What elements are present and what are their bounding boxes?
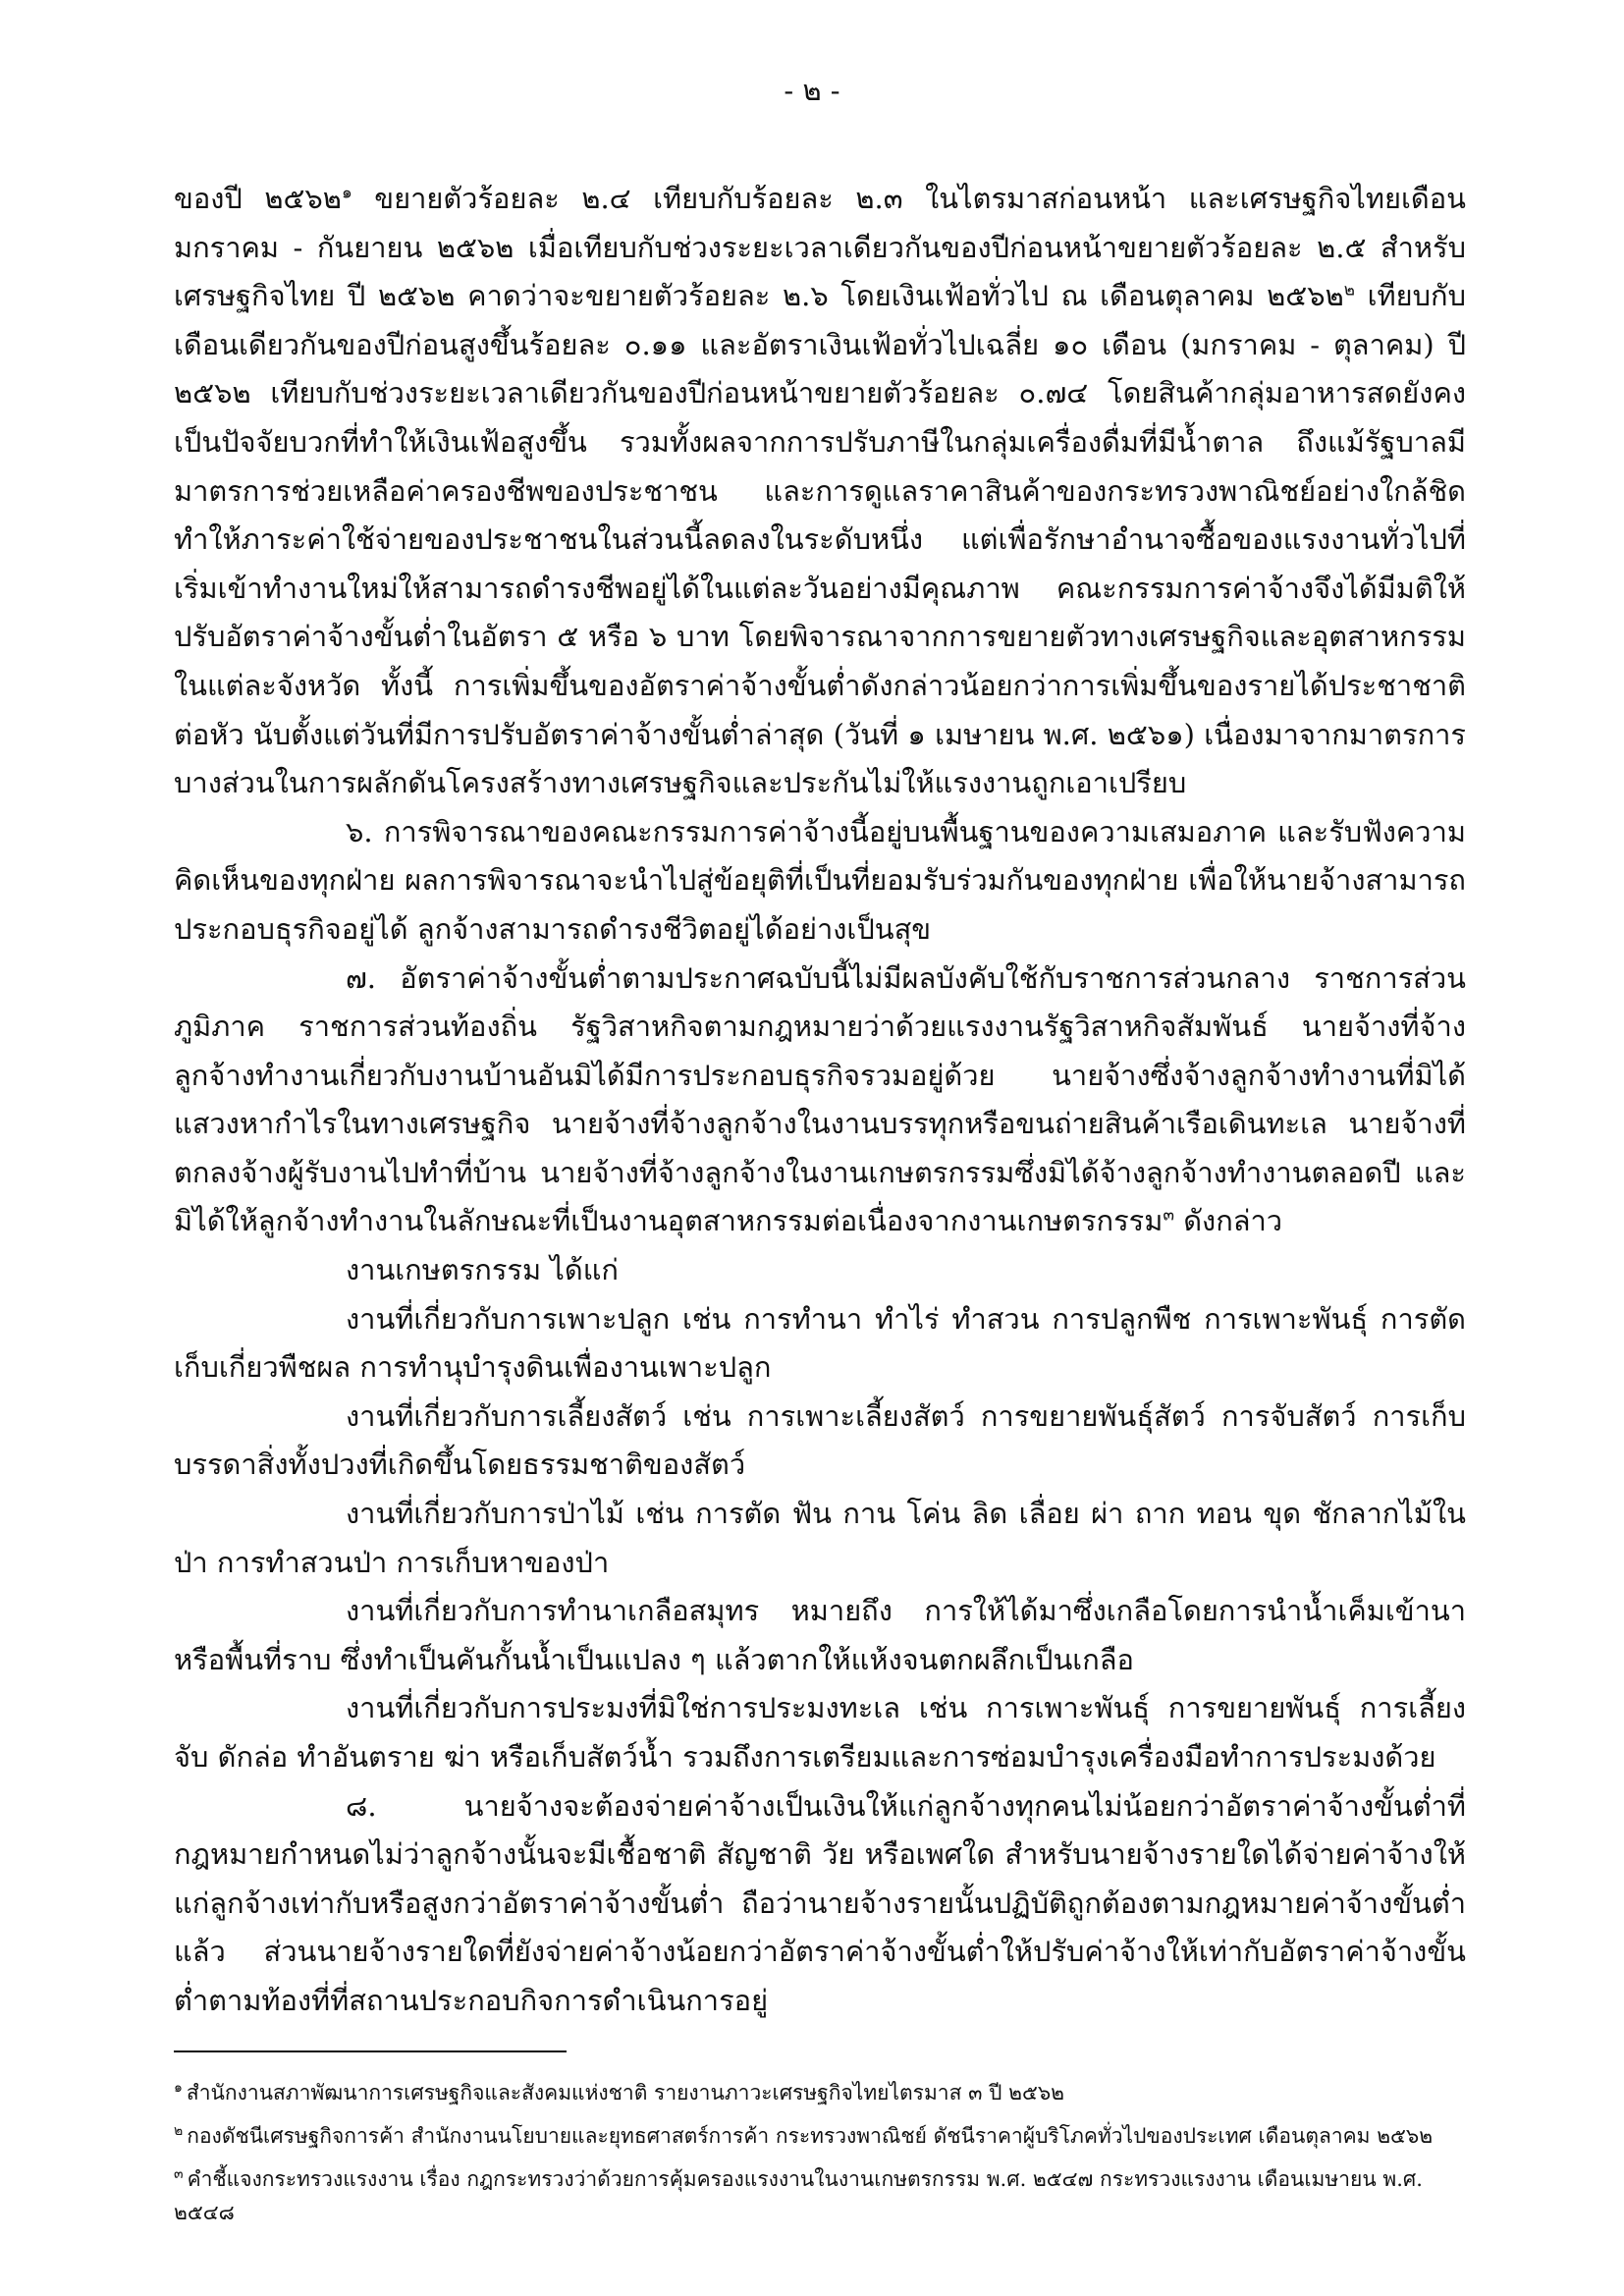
footnote-text: คำชี้แจงกระทรวงแรงงาน เรื่อง กฎกระทรวงว่าด้วยการคุ้มครองแรงงานในงานเกษตรกรรม พ.ศ. ๒๕๔๗ กระทรวงแรงงาน เดือนเมษายน พ.ศ. ๒๕๔๘ xyxy=(174,2167,1423,2224)
agriculture-item-cultivation xyxy=(174,1295,1466,1393)
paragraph-text: งานที่เกี่ยวกับการเลี้ยงสัตว์ เช่น การเพาะเลี้ยงสัตว์ การขยายพันธุ์สัตว์ การจับสัตว์ การเก็บบรรดาสิ่งทั้งปวงที่เกิดขึ้นโดยธรรมชาติของสัตว์ xyxy=(174,1398,1466,1482)
paragraph-text: งานที่เกี่ยวกับการทำนาเกลือสมุทร หมายถึง การให้ได้มาซึ่งเกลือโดยการนำน้ำเค็มเข้านา หรือพื้นที่ราบ ซึ่งทำเป็นคันกั้นน้ำเป็นแปลง ๆ แล้วตากให้แห้งจนตกผลึกเป็นเกลือ xyxy=(174,1594,1466,1676)
paragraph-text: เทียบกับเดือนเดียวกันของปีก่อนสูงขึ้นร้อยละ ๐.๑๑ และอัตราเงินเฟ้อทั่วไปเฉลี่ย ๑๐ เดือน (มกราคม - ตุลาคม) ปี ๒๕๖๒ เทียบกับช่วงระยะเวลาเดียวกันของปีก่อนหน้าขยายตัวร้อยละ ๐.๗๔ โดยสินค้ากลุ่มอาหารสดยังคงเป็นปัจจัยบวกที่ทำให้เงินเฟ้อสูงขึ้น รวมทั้งผลจากการปรับภาษีในกลุ่มเครื่องดื่มที่มีน้ำตาล ถึงแม้รัฐบาลมีมาตรการช่วยเหลือค่าครองชีพของประชาชน และการดูแลราคาสินค้าของกระทรวงพาณิชย์อย่างใกล้ชิด ทำให้ภาระค่าใช้จ่ายของประชาชนในส่วนนี้ลดลงในระดับหนึ่ง แต่เพื่อรักษาอำนาจซื้อของแรงงานทั่วไปที่เริ่มเข้าทำงานใหม่ให้สามารถดำรงชีพอยู่ได้ในแต่ละวันอย่างมีคุณภาพ คณะกรรมการค่าจ้างจึงได้มีมติให้ปรับอัตราค่าจ้างขั้นต่ำในอัตรา ๕ หรือ ๖ บาท โดยพิจารณาจากการขยายตัวทางเศรษฐกิจและอุตสาหกรรมในแต่ละจังหวัด ทั้งนี้ การเพิ่มขึ้นของอัตราค่าจ้างขั้นต่ำดังกล่าวน้อยกว่าการเพิ่มขึ้นของรายได้ประชาชาติต่อหัว นับตั้งแต่วันที่มีการปรับอัตราค่าจ้างขั้นต่ำล่าสุด (วันที่ ๑ เมษายน พ.ศ. ๒๕๖๑) เนื่องมาจากมาตรการบางส่วนในการผลักดันโครงสร้างทางเศรษฐกิจและประกันไม่ให้แรงงานถูกเอาเปรียบ xyxy=(174,279,1466,800)
paragraph-text: งานที่เกี่ยวกับการประมงที่มิใช่การประมงทะเล เช่น การเพาะพันธุ์ การขยายพันธุ์ การเลี้ยง จับ ดักล่อ ทำอันตราย ฆ่า หรือเก็บสัตว์น้ำ รวมถึงการเตรียมและการซ่อมบำรุงเครื่องมือทำการประมงด้วย xyxy=(174,1691,1466,1774)
paragraph-text: ๗. อัตราค่าจ้างขั้นต่ำตามประกาศฉบับนี้ไม่มีผลบังคับใช้กับราชการส่วนกลาง ราชการส่วนภูมิภาค ราชการส่วนท้องถิ่น รัฐวิสาหกิจตามกฎหมายว่าด้วยแรงงานรัฐวิสาหกิจสัมพันธ์ นายจ้างที่จ้างลูกจ้างทำงานเกี่ยวกับงานบ้านอันมิได้มีการประกอบธุรกิจรวมอยู่ด้วย นายจ้างซึ่งจ้างลูกจ้างทำงานที่มิได้แสวงหากำไรในทางเศรษฐกิจ นายจ้างที่จ้างลูกจ้างในงานบรรทุกหรือขนถ่ายสินค้าเรือเดินทะเล นายจ้างที่ตกลงจ้างผู้รับงานไปทำที่บ้าน นายจ้างที่จ้างลูกจ้างในงานเกษตรกรรมซึ่งมิได้จ้างลูกจ้างทำงานตลอดปี และมิได้ให้ลูกจ้างทำงานในลักษณะที่เป็นงานอุตสาหกรรมต่อเนื่องจากงานเกษตรกรรม xyxy=(174,960,1466,1238)
page-number: - ๒ - xyxy=(784,74,840,107)
footnote-text: กองดัชนีเศรษฐกิจการค้า สำนักงานนโยบายและยุทธศาสตร์การค้า กระทรวงพาณิชย์ ดัชนีราคาผู้บริโภคทั่วไปของประเทศ เดือนตุลาคม ๒๕๖๒ xyxy=(187,2124,1434,2148)
paragraph-text: งานที่เกี่ยวกับการเพาะปลูก เช่น การทำนา ทำไร่ ทำสวน การปลูกพืช การเพาะพันธุ์ การตัดเก็บเกี่ยวพืชผล การทำนุบำรุงดินเพื่องานเพาะปลูก xyxy=(174,1301,1466,1385)
footnote-mark: ๒ xyxy=(174,2123,184,2139)
paragraph-text: ของปี ๒๕๖๒ xyxy=(174,182,342,215)
footnote-2 xyxy=(174,2119,1466,2153)
paragraph-text: ๖. การพิจารณาของคณะกรรมการค่าจ้างนี้อยู่บนพื้นฐานของความเสมอภาค และรับฟังความคิดเห็นของทุกฝ่าย ผลการพิจารณาจะนำไปสู่ข้อยุติที่เป็นที่ยอมรับร่วมกันของทุกฝ่าย เพื่อให้นายจ้างสามารถประกอบธุรกิจอยู่ได้ ลูกจ้างสามารถดำรงชีวิตอยู่ได้อย่างเป็นสุข xyxy=(174,814,1466,946)
agriculture-item-fishery xyxy=(174,1684,1466,1781)
footnote-ref[interactable]: ๒ xyxy=(1343,280,1355,301)
footnote-ref[interactable]: ๓ xyxy=(1163,1205,1174,1226)
footnotes xyxy=(174,2076,1466,2239)
paragraph-item-8 xyxy=(174,1782,1466,2026)
paragraph-text: ขยายตัวร้อยละ ๒.๔ เทียบกับร้อยละ ๒.๓ ในไตรมาสก่อนหน้า และเศรษฐกิจไทยเดือนมกราคม - กันยายน ๒๕๖๒ เมื่อเทียบกับช่วงระยะเวลาเดียวกันของปีก่อนหน้าขยายตัวร้อยละ ๒.๕ สำหรับเศรษฐกิจไทย ปี ๒๕๖๒ คาดว่าจะขยายตัวร้อยละ ๒.๖ โดยเงินเฟ้อทั่วไป ณ เดือนตุลาคม ๒๕๖๒ xyxy=(174,182,1466,313)
footnote-divider xyxy=(174,2050,567,2052)
footnote-3 xyxy=(174,2162,1466,2229)
paragraph-item-6 xyxy=(174,808,1466,955)
footnote-text: สำนักงานสภาพัฒนาการเศรษฐกิจและสังคมแห่งชาติ รายงานภาวะเศรษฐกิจไทยไตรมาส ๓ ปี ๒๕๖๒ xyxy=(186,2081,1065,2105)
paragraph-item-7 xyxy=(174,955,1466,1247)
agriculture-heading xyxy=(174,1246,1466,1295)
agriculture-item-livestock xyxy=(174,1393,1466,1490)
footnote-mark: ๓ xyxy=(174,2166,184,2182)
paragraph-economy xyxy=(174,175,1466,808)
document-body xyxy=(174,175,1466,2026)
footnote-mark: ๑ xyxy=(174,2080,183,2096)
paragraph-text: งานเกษตรกรรม ได้แก่ xyxy=(346,1253,619,1287)
footnote-1 xyxy=(174,2076,1466,2109)
paragraph-text: ๘. นายจ้างจะต้องจ่ายค่าจ้างเป็นเงินให้แก่ลูกจ้างทุกคนไม่น้อยกว่าอัตราค่าจ้างขั้นต่ำที่กฎหมายกำหนดไม่ว่าลูกจ้างนั้นจะมีเชื้อชาติ สัญชาติ วัย หรือเพศใด สำหรับนายจ้างรายใดได้จ่ายค่าจ้างให้แก่ลูกจ้างเท่ากับหรือสูงกว่าอัตราค่าจ้างขั้นต่ำ ถือว่านายจ้างรายนั้นปฏิบัติถูกต้องตามกฎหมายค่าจ้างขั้นต่ำแล้ว ส่วนนายจ้างรายใดที่ยังจ่ายค่าจ้างน้อยกว่าอัตราค่าจ้างขั้นต่ำให้ปรับค่าจ้างให้เท่ากับอัตราค่าจ้างขั้นต่ำตามท้องที่ที่สถานประกอบกิจการดำเนินการอยู่ xyxy=(174,1788,1466,2017)
footnote-ref[interactable]: ๑ xyxy=(341,183,352,203)
paragraph-text: ดังกล่าว xyxy=(1173,1204,1283,1238)
agriculture-item-forestry xyxy=(174,1490,1466,1587)
paragraph-text: งานที่เกี่ยวกับการป่าไม้ เช่น การตัด ฟัน กาน โค่น ลิด เลื่อย ผ่า ถาก ทอน ขุด ชักลากไม้ในป่า การทำสวนป่า การเก็บหาของป่า xyxy=(174,1497,1466,1579)
agriculture-item-salt-farming xyxy=(174,1587,1466,1684)
